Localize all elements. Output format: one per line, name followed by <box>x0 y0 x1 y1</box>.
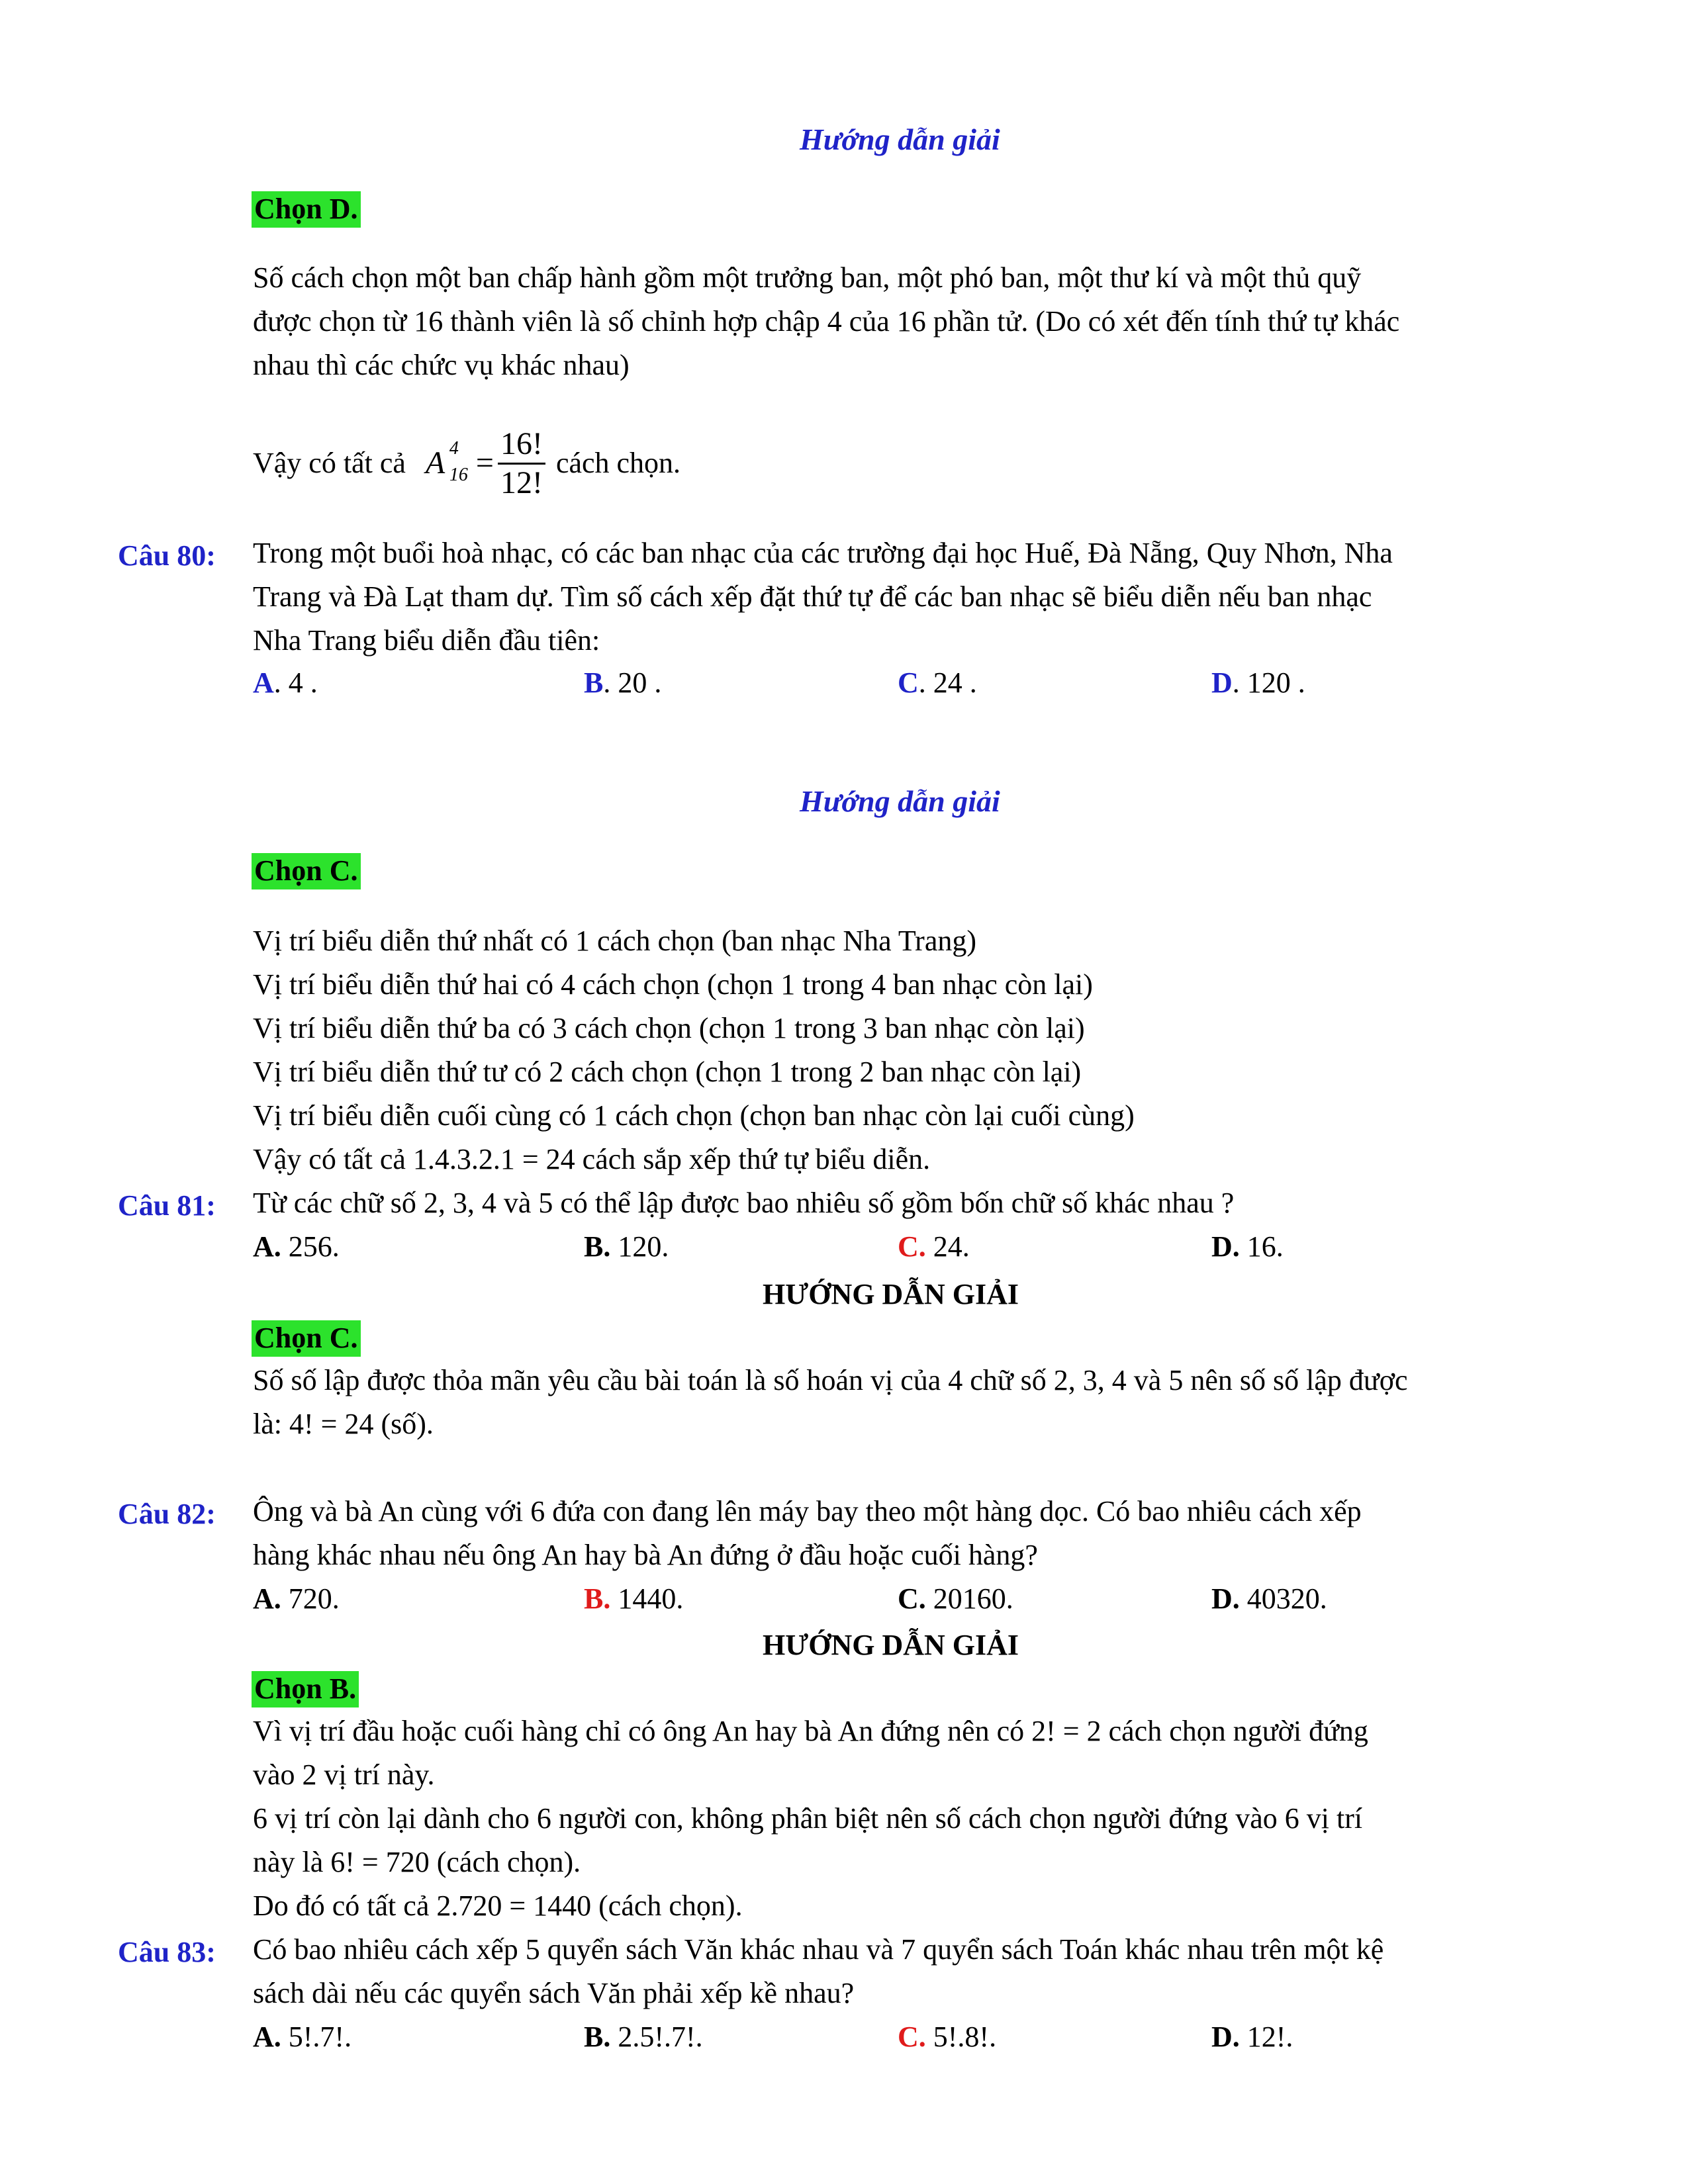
solution-text: 6 vị trí còn lại dành cho 6 người con, không phân biệt nên số cách chọn người đứng vào 6 vị trí <box>253 1802 1363 1835</box>
solution-text: là: 4! = 24 (số). <box>253 1408 434 1440</box>
option-d[interactable]: D. 40320. <box>1211 1582 1327 1615</box>
question-text: Nha Trang biểu diễn đầu tiên: <box>253 624 600 657</box>
solution-text: Vì vị trí đầu hoặc cuối hàng chỉ có ông An hay bà An đứng nên có 2! = 2 cách chọn người đứng <box>253 1715 1368 1747</box>
arrangement-symbol: A 4 16 <box>425 438 468 485</box>
option-b[interactable]: B. 1440. <box>584 1582 684 1615</box>
question-label: Câu 80: <box>118 539 216 572</box>
solution-formula-line: Vậy có tất cả A 4 16 = $\frac{16!}{12!}$ cách chọn. <box>253 426 681 500</box>
option-d[interactable]: D. 12!. <box>1211 2021 1293 2053</box>
option-c[interactable]: C. 5!.8!. <box>898 2021 997 2053</box>
question-text: Trong một buổi hoà nhạc, có các ban nhạc của các trường đại học Huế, Đà Nẵng, Quy Nhơn, Nha <box>253 537 1393 569</box>
solution-text: Số cách chọn một ban chấp hành gồm một trưởng ban, một phó ban, một thư kí và một thủ quỹ <box>253 261 1362 294</box>
option-b[interactable]: B. 20 . <box>584 666 662 699</box>
answer-choice-badge: Chọn B. <box>252 1672 359 1706</box>
question-label: Câu 83: <box>118 1936 216 1968</box>
solution-heading: HƯỚNG DẪN GIẢI <box>763 1278 1019 1310</box>
solution-text: được chọn từ 16 thành viên là số chỉnh hợp chập 4 của 16 phần tử. (Do có xét đến tính thứ tự khác <box>253 305 1400 338</box>
solution-text: Vị trí biểu diễn thứ ba có 3 cách chọn (chọn 1 trong 3 ban nhạc còn lại) <box>253 1012 1085 1044</box>
option-c[interactable]: C. 20160. <box>898 1582 1013 1615</box>
fraction: $\frac{16!}{12!}$ <box>498 428 545 499</box>
answer-choice-badge: Chọn C. <box>252 1321 361 1355</box>
answer-choice-badge: Chọn D. <box>252 192 361 226</box>
solution-text: Vậy có tất cả 1.4.3.2.1 = 24 cách sắp xếp thứ tự biểu diễn. <box>253 1143 931 1175</box>
solution-heading: Hướng dẫn giải <box>800 122 1000 156</box>
option-d[interactable]: D. 120 . <box>1211 666 1305 699</box>
solution-text: Vị trí biểu diễn thứ hai có 4 cách chọn (chọn 1 trong 4 ban nhạc còn lại) <box>253 968 1093 1001</box>
solution-text: Vị trí biểu diễn thứ nhất có 1 cách chọn (ban nhạc Nha Trang) <box>253 925 976 957</box>
question-text: Từ các chữ số 2, 3, 4 và 5 có thể lập được bao nhiêu số gồm bốn chữ số khác nhau ? <box>253 1187 1235 1219</box>
solution-text: Vị trí biểu diễn thứ tư có 2 cách chọn (chọn 1 trong 2 ban nhạc còn lại) <box>253 1056 1082 1088</box>
answer-choice-badge: Chọn C. <box>252 854 361 887</box>
option-a[interactable]: A. 256. <box>253 1230 340 1263</box>
option-c[interactable]: C. 24. <box>898 1230 970 1263</box>
solution-heading: HƯỚNG DẪN GIẢI <box>763 1629 1019 1661</box>
question-label: Câu 82: <box>118 1498 216 1530</box>
option-a[interactable]: A. 4 . <box>253 666 318 699</box>
option-b[interactable]: B. 2.5!.7!. <box>584 2021 703 2053</box>
option-a[interactable]: A. 5!.7!. <box>253 2021 352 2053</box>
question-text: hàng khác nhau nếu ông An hay bà An đứng ở đầu hoặc cuối hàng? <box>253 1539 1038 1571</box>
solution-text: Do đó có tất cả 2.720 = 1440 (cách chọn). <box>253 1889 743 1922</box>
solution-text: Số số lập được thỏa mãn yêu cầu bài toán là số hoán vị của 4 chữ số 2, 3, 4 và 5 nên số số lập được <box>253 1364 1408 1396</box>
option-d[interactable]: D. 16. <box>1211 1230 1284 1263</box>
question-text: Có bao nhiêu cách xếp 5 quyển sách Văn khác nhau và 7 quyển sách Toán khác nhau trên một kệ <box>253 1933 1384 1966</box>
option-c[interactable]: C. 24 . <box>898 666 977 699</box>
solution-text: vào 2 vị trí này. <box>253 1758 435 1791</box>
solution-text: Vị trí biểu diễn cuối cùng có 1 cách chọn (chọn ban nhạc còn lại cuối cùng) <box>253 1099 1135 1132</box>
question-label: Câu 81: <box>118 1189 216 1222</box>
question-text: sách dài nếu các quyển sách Văn phải xếp kề nhau? <box>253 1977 855 2009</box>
solution-heading: Hướng dẫn giải <box>800 784 1000 818</box>
solution-text: này là 6! = 720 (cách chọn). <box>253 1846 581 1878</box>
question-text: Ông và bà An cùng với 6 đứa con đang lên máy bay theo một hàng dọc. Có bao nhiêu cách xếp <box>253 1495 1362 1527</box>
option-b[interactable]: B. 120. <box>584 1230 669 1263</box>
question-text: Trang và Đà Lạt tham dự. Tìm số cách xếp đặt thứ tự để các ban nhạc sẽ biểu diễn nếu ban nhạc <box>253 580 1372 613</box>
option-a[interactable]: A. 720. <box>253 1582 340 1615</box>
solution-text: nhau thì các chức vụ khác nhau) <box>253 349 630 381</box>
